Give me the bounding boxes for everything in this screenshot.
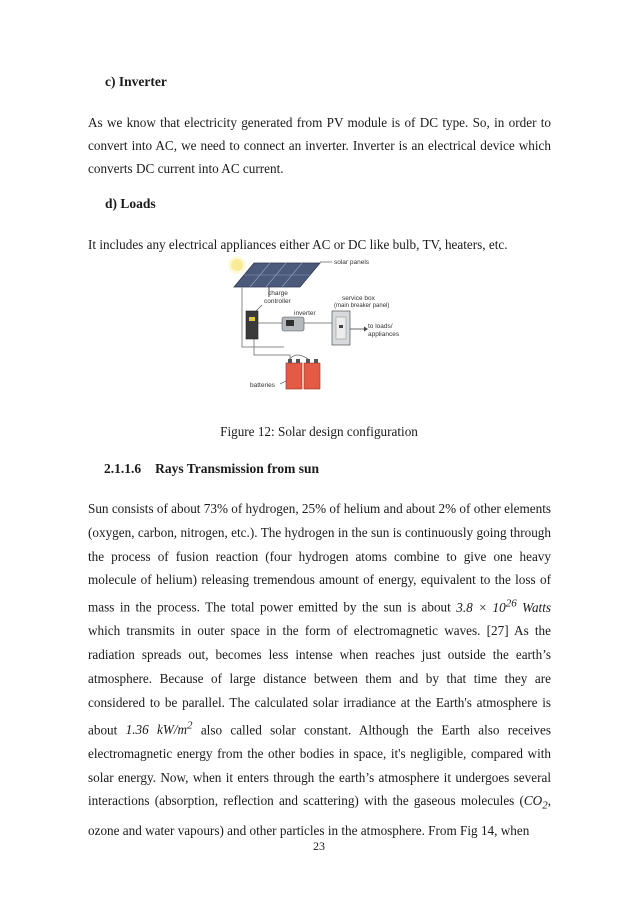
label-service-box: service box xyxy=(342,295,375,302)
paragraph-inverter: As we know that electricity generated from PV module is of DC type. So, in order to convert into AC, we need to connect an inverter. Inverter is an electrical device which converts DC current into AC current. xyxy=(88,115,551,176)
inverter-icon xyxy=(282,317,304,331)
page-number: 23 xyxy=(313,839,325,853)
text-fragment: also called solar constant. Although the Earth also receives electromagnetic energy from the other bodies in space, it's negligible, compared with solar energy. Now, when it enters through the earth’s atmosphere it undergoes several interactions (absorption, reflection and scattering) with the gaseous molecules ( xyxy=(88,721,551,809)
service-box-icon xyxy=(332,311,350,345)
solar-design-diagram xyxy=(224,253,400,393)
co2-formula: $CO_2$ xyxy=(523,793,548,812)
paragraph-loads: It includes any electrical appliances either AC or DC like bulb, TV, heaters, etc. xyxy=(88,237,508,252)
label-appliances: appliances xyxy=(368,331,400,338)
label-inverter: inverter xyxy=(294,310,316,317)
label-to-loads: to loads/ xyxy=(368,323,393,330)
heading-inverter: c) Inverter xyxy=(105,74,167,89)
irradiance-value: 1.36 $kW/m^2$ xyxy=(125,719,193,737)
label-main-breaker: (main breaker panel) xyxy=(334,303,390,309)
section-title: Rays Transmission from sun xyxy=(155,461,320,476)
label-charge: charge xyxy=(268,290,288,297)
charge-controller-icon xyxy=(246,311,258,339)
text-fragment: which transmits in outer space in the form of electromagnetic waves. [27] As the radiation spreads out, becomes less intense when reaches just outside the earth’s atmosphere. Because of large distance between them and by that time they are considered to be parallel. The calculated solar irradiance at the Earth's atmosphere is about xyxy=(88,623,551,737)
text-fragment: Sun consists of about 73% of hydrogen, 25% of helium and about 2% of other elements (oxygen, carbon, nitrogen, etc.). The hydrogen in the sun is continuously going through the process of fusion reaction (four hydrogen atoms combine to give one heavy molecule of helium) releasing tremendous amount of energy, equivalent to the loss of mass in the process. The total power emitted by the sun is about xyxy=(88,501,551,615)
section-number: 2.1.1.6 xyxy=(104,461,142,476)
paragraph-rays-transmission xyxy=(88,497,551,843)
label-solar-panels: solar panels xyxy=(334,259,370,266)
batteries-icon xyxy=(286,355,320,389)
heading-loads: d) Loads xyxy=(105,196,156,211)
section-heading-rays-transmission xyxy=(104,461,319,477)
figure-caption: Figure 12: Solar design configuration xyxy=(220,424,418,439)
label-controller: controller xyxy=(264,298,291,305)
text-fragment: , ozone and water vapours) and other particles in the atmosphere. From Fig 14, when xyxy=(88,793,551,838)
label-batteries: batteries xyxy=(250,382,275,389)
power-value: $3.8 \times 10^{26}$ Watts xyxy=(456,597,552,615)
